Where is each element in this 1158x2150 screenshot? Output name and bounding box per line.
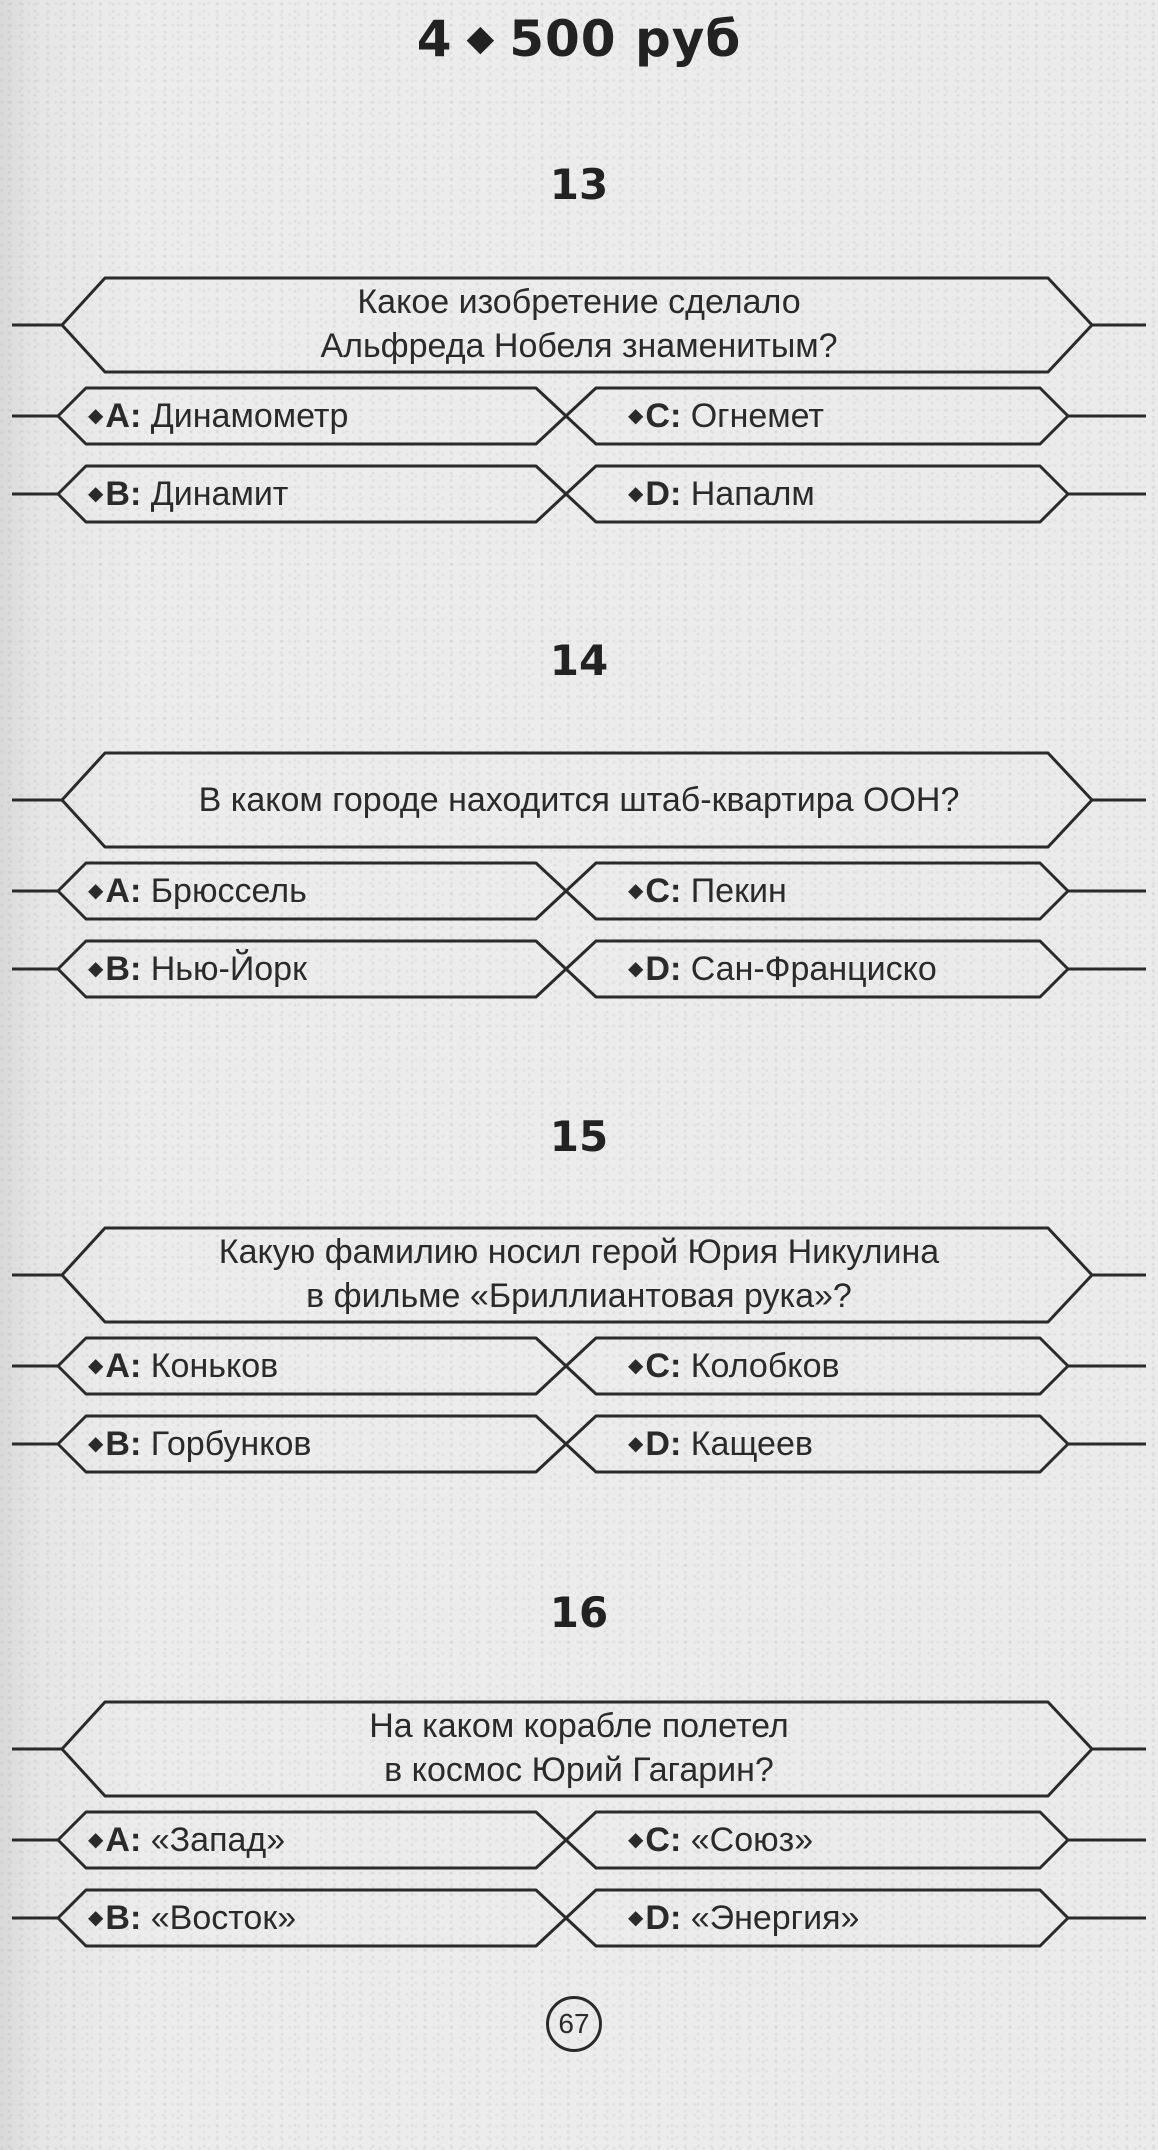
- diamond-bullet-icon: ◆: [628, 405, 644, 427]
- header-level: 4: [416, 10, 453, 68]
- diamond-bullet-icon: ◆: [88, 483, 104, 505]
- answer-option-d[interactable]: ◆D: Напалм: [628, 475, 815, 513]
- diamond-bullet-icon: ◆: [628, 1907, 644, 1929]
- question-line: В каком городе находится штаб-квартира ООН?: [198, 781, 960, 819]
- answer-option-c[interactable]: ◆C: «Союз»: [628, 1821, 814, 1859]
- diamond-icon: ◆: [466, 18, 496, 59]
- answer-option-a[interactable]: ◆A: Коньков: [88, 1347, 279, 1385]
- answer-option-b[interactable]: ◆B: Динамит: [88, 475, 289, 513]
- question-text: [70, 1230, 1088, 1318]
- diamond-bullet-icon: ◆: [88, 958, 104, 980]
- question-text: [70, 778, 1088, 822]
- answer-option-a[interactable]: ◆A: «Запад»: [88, 1821, 286, 1859]
- question-line: в космос Юрий Гагарин?: [384, 1751, 774, 1789]
- answer-option-d[interactable]: ◆D: «Энергия»: [628, 1899, 860, 1937]
- question-number: 16: [549, 1588, 609, 1637]
- question-line: Какую фамилию носил герой Юрия Никулина: [218, 1233, 940, 1271]
- page-header: [0, 10, 1158, 68]
- question-text: [70, 280, 1088, 368]
- question-line: На каком корабле полетел: [369, 1707, 789, 1745]
- question-number: 13: [549, 160, 609, 209]
- diamond-bullet-icon: ◆: [88, 1907, 104, 1929]
- question-line: в фильме «Бриллиантовая рука»?: [306, 1277, 852, 1315]
- question-text: [70, 1704, 1088, 1792]
- answer-option-b[interactable]: ◆B: Нью-Йорк: [88, 950, 307, 988]
- diamond-bullet-icon: ◆: [88, 1355, 104, 1377]
- answer-option-c[interactable]: ◆C: Колобков: [628, 1347, 840, 1385]
- answer-option-b[interactable]: ◆B: «Восток»: [88, 1899, 297, 1937]
- diamond-bullet-icon: ◆: [88, 405, 104, 427]
- answer-option-c[interactable]: ◆C: Огнемет: [628, 397, 824, 435]
- diamond-bullet-icon: ◆: [628, 483, 644, 505]
- answer-option-b[interactable]: ◆B: Горбунков: [88, 1425, 312, 1463]
- answer-option-d[interactable]: ◆D: Сан-Франциско: [628, 950, 937, 988]
- question-line: Какое изобретение сделало: [357, 283, 801, 321]
- answer-option-c[interactable]: ◆C: Пекин: [628, 872, 787, 910]
- diamond-bullet-icon: ◆: [88, 880, 104, 902]
- answer-option-d[interactable]: ◆D: Кащеев: [628, 1425, 813, 1463]
- question-number: 14: [549, 636, 609, 685]
- diamond-bullet-icon: ◆: [88, 1433, 104, 1455]
- diamond-bullet-icon: ◆: [628, 1829, 644, 1851]
- diamond-bullet-icon: ◆: [88, 1829, 104, 1851]
- diamond-bullet-icon: ◆: [628, 958, 644, 980]
- page-number: 67: [546, 1996, 602, 2052]
- question-number: 15: [549, 1112, 609, 1161]
- diamond-bullet-icon: ◆: [628, 1433, 644, 1455]
- header-prize: 500 руб: [509, 10, 742, 68]
- answer-option-a[interactable]: ◆A: Динамометр: [88, 397, 349, 435]
- diamond-bullet-icon: ◆: [628, 1355, 644, 1377]
- answer-option-a[interactable]: ◆A: Брюссель: [88, 872, 307, 910]
- diamond-bullet-icon: ◆: [628, 880, 644, 902]
- question-line: Альфреда Нобеля знаменитым?: [320, 327, 838, 365]
